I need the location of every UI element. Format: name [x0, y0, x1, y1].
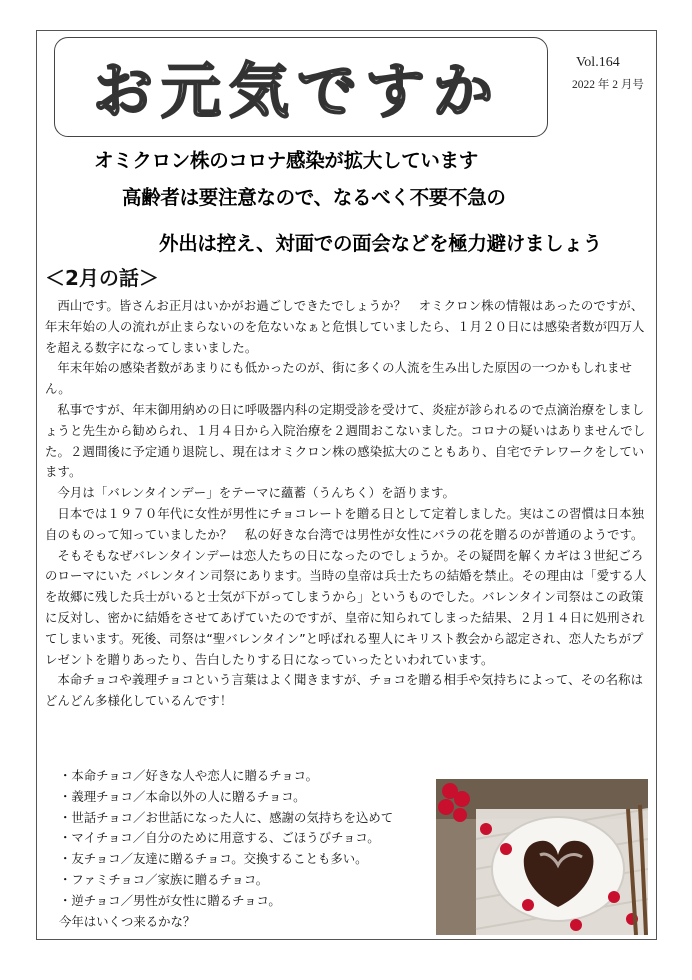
list-item: ・ファミチョコ／家族に贈るチョコ。 [59, 871, 269, 887]
chocolate-cake-photo [436, 779, 648, 935]
headline-3: 外出は控え、対面での面会などを極力避けましょう [159, 232, 602, 255]
paragraph: 年末年始の感染者数があまりにも低かったのが、街に多くの人流を生み出した原因の一つかもしれません。 [45, 360, 632, 397]
list-item: ・マイチョコ／自分のために用意する、ごほうびチョコ。 [59, 830, 380, 846]
closing-line: 今年はいくつ来るかな？ [59, 913, 196, 929]
headline-1: オミクロン株のコロナ感染が拡大しています [94, 149, 479, 172]
volume-number: Vol.164 [576, 55, 620, 70]
article-body [45, 296, 651, 712]
chocolate-type-list [45, 766, 445, 932]
paragraph: 私事ですが、年末御用納めの日に呼吸器内科の定期受診を受けて、炎症が診られるので点滴治療をしましょうと先生から勧められ、１月４日から入院治療を２週間おこないました。コロナの疑いはありませんでした。２週間後に予定通り退院し、現在はオミクロン株の感染拡大のこともあり、自宅でテレワークをしています。 [45, 401, 646, 480]
list-item: ・世話チョコ／お世話になった人に、感謝の気持ちを込めて [59, 809, 394, 825]
paragraph: そもそもなぜバレンタインデーは恋人たちの日になったのでしょうか。その疑問を解くカギは３世紀ごろのローマにいた バレンタイン司祭にあります。当時の皇帝は兵士たちの結婚を禁止。その理由は「愛する人を故郷に残した兵士がいると士気が下がってしまうから」というものでした。バレンタイン司祭はこの政策に反対し、密かに結婚をさせてあげていたのですが、皇帝に知られてしまった結果、２月１４日に処刑されてしまいます。死後、司祭は“聖バレンタイン”と呼ばれる聖人にキリスト教会から認定され、恋人たちがプレゼントを贈りあったり、告白したりする日になっていったといわれています。 [45, 547, 647, 667]
paragraph: 日本では１９７０年代に女性が男性にチョコレートを贈る日として定着しました。実はこの習慣は日本独自のものって知っていましたか？ 私の好きな台湾では男性が女性にバラの花を贈るのが普通のようです。 [45, 505, 645, 542]
section-title: ＜2月の話＞ [45, 266, 159, 290]
list-item: ・本命チョコ／好きな人や恋人に贈るチョコ。 [59, 768, 318, 783]
paragraph: 今月は「バレンタインデー」をテーマに蘊蓄（うんちく）を語ります。 [57, 485, 456, 501]
list-item: ・義理チョコ／本命以外の人に贈るチョコ。 [59, 788, 306, 804]
paragraph: 本命チョコや義理チョコという言葉はよく聞きますが、チョコを贈る相手や気持ちによって、その名称はどんどん多様化しているんです！ [45, 672, 644, 709]
list-item: ・逆チョコ／男性が女性に贈るチョコ。 [59, 892, 281, 908]
newsletter-title: お元気ですか [93, 57, 501, 127]
newsletter-title-box [54, 37, 548, 137]
paragraph: 西山です。皆さんお正月はいかがお過ごしできたでしょうか？ オミクロン株の情報はあったのですが、年末年始の人の流れが止まらないのを危ないなぁと危惧していましたら、１月２０日には感染者数が四万人を超える数字になってしまいました。 [45, 298, 645, 355]
issue-date: 2022 年 2 月号 [572, 79, 644, 91]
list-item: ・友チョコ／友達に贈るチョコ。交換することも多い。 [59, 851, 368, 867]
headline-2: 高齢者は要注意なので、なるべく不要不急の [122, 186, 506, 209]
